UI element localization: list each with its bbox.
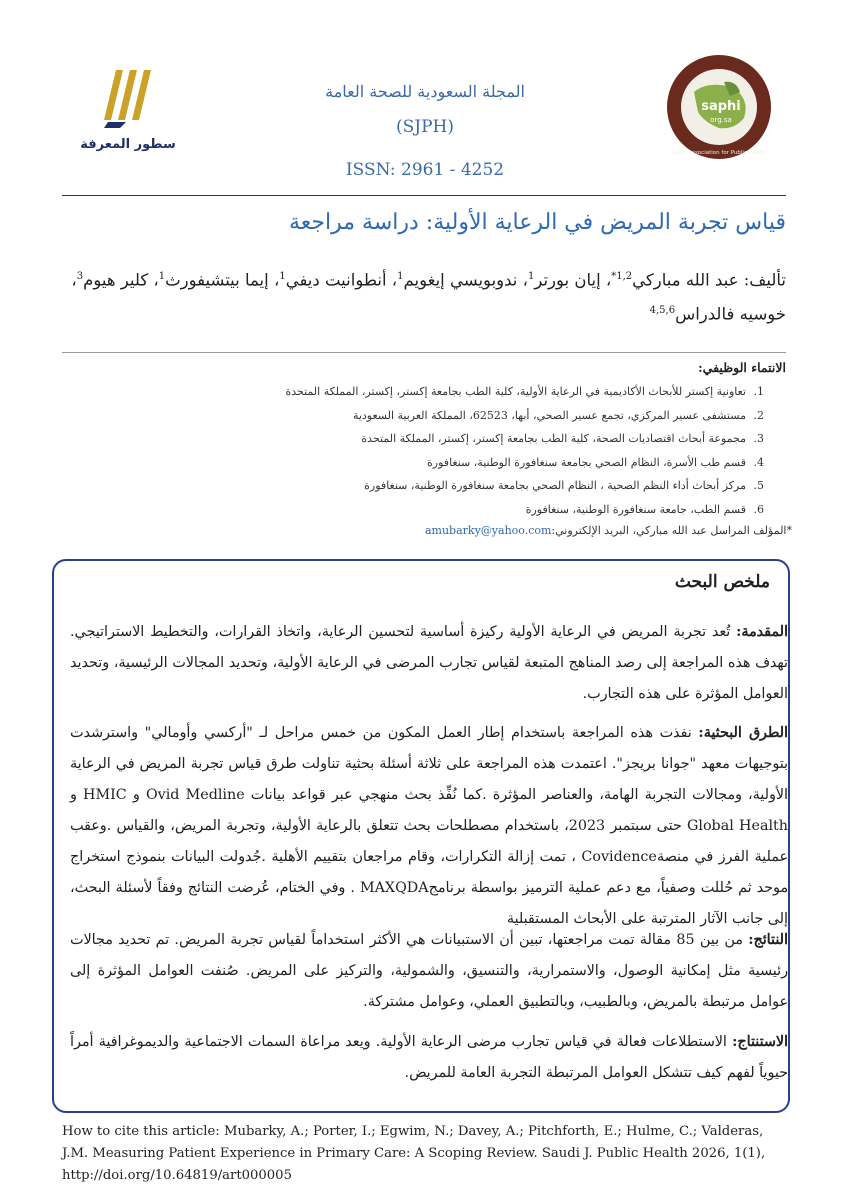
author-6: ، كلير هيوم (83, 270, 159, 290)
sutoor-logo (78, 62, 178, 157)
journal-name: المجلة السعودية للصحة العامة (325, 82, 525, 101)
affil-text: قسم الطب، جامعة سنغافورة الوطنية، سنغافورة (525, 502, 746, 516)
saphi-logo-en: Saudi Association for Public Health (671, 150, 767, 156)
affil-text: مركز أبحاث أداء النظم الصحية ، النظام الصحي بجامعة سنغافورة الوطنية، سنغافورة (364, 479, 746, 492)
abstract-results (70, 925, 788, 1018)
methods-label: الطرق البحثية: (698, 725, 788, 741)
author-1: تأليف: عبد الله مباركي (632, 270, 786, 290)
methods-text: نفذت هذه المراجعة باستخدام إطار العمل المكون من خمس مراحل لـ "أركسي وأومالي" واسترشدت بتوجيهات معهد "جوانا بريجز". اعتمدت هذه المراجعة على ثلاثة أسئلة بحثية تناولت طرق قياس تجربة المريض في الرعاية الأولية، ومجالات التجربة الهامة، والعناصر المؤثرة .كما نُفِّذ بحث منهجي عبر قواعد بيانات Ovid Medline و HMIC و Global Health حتى سبتمبر 2023، باستخدام مصطلحات بحث تتعلق بالرعاية الأولية، وتجربة المريض، والقياس .وعقب عملية الفرز في منصةCovidence ، تمت إزالة التكرارات، وقام مراجعان بتقييم الأهلية .جُدولت البيانات بنموذج استخراج موحد ثم حُللت وصفياً، مع دعم عملية الترميز بواسطة برنامجMAXQDA . وفي الختام، عُرضت النتائج وفقاً لأسئلة البحث، إلى جانب الآثار المترتبة على الأبحاث المستقبلية (70, 725, 789, 927)
affil-text: قسم طب الأسرة، النظام الصحي بجامعة سنغافورة الوطنية، سنغافورة (427, 455, 746, 469)
sutoor-logo-text: سطور المعرفة (80, 137, 176, 152)
author-list (62, 262, 786, 329)
list-item (62, 380, 764, 404)
intro-text: تُعد تجربة المريض في الرعاية الأولية ركيزة أساسية لتحسين الرعاية، واتخاذ القرارات، والتخطيط الاستراتيجي. تهدف هذه المراجعة إلى رصد المناهج المتبعة لقياس تجارب المرضى في الرعاية الأولية، وتحديد المجالات الرئيسية، وتحديد العوامل المؤثرة على هذه التجارب. (70, 624, 788, 702)
affil-text: مجموعة أبحاث اقتصاديات الصحة، كلية الطب بجامعة إكستر، إكستر، المملكة المتحدة (361, 432, 746, 445)
journal-issn: ISSN: 2961 - 4252 (345, 160, 505, 180)
list-item (62, 451, 764, 475)
list-item (62, 427, 764, 451)
list-item (62, 404, 764, 428)
author-5-affil: 1 (158, 271, 166, 282)
author-4-affil: 1 (279, 271, 286, 282)
affiliations-list (62, 380, 764, 521)
conclusion-text: الاستطلاعات فعالة في قياس تجارب مرضى الرعاية الأولية. ويعد مراعاة السمات الاجتماعية والديموغرافية أمراً حيوياً لفهم كيف تتشكل العوامل المرتبطة التجربة العامة للمريض. (70, 1034, 788, 1081)
affil-number: 4. (753, 455, 764, 469)
author-2-affil: 1 (527, 271, 535, 282)
abstract-introduction (70, 617, 788, 710)
author-6-affil: 3 (76, 271, 84, 282)
paper-title: قياس تجربة المريض في الرعاية الأولية: دراسة مراجعة (289, 210, 786, 235)
abstract-heading: ملخص البحث (674, 572, 770, 592)
affiliations-heading: الانتماء الوظيفي: (698, 360, 786, 375)
author-2: ، إيان بورتر (534, 270, 612, 290)
intro-label: المقدمة: (736, 624, 788, 640)
saphi-logo (664, 52, 774, 162)
results-label: النتائج: (748, 932, 788, 948)
author-4: ، أنطوانيت ديفي (285, 270, 398, 290)
citation: How to cite this article: Mubarky, A.; Porter, I.; Egwim, N.; Davey, A.; Pitchforth, E.; Hulme, C.; Valderas, J.M. Measuring Patient Experience in Primary Care: A Scoping Review. Saudi J. Public Health 2026, 1(1), http://doi.org/10.64819/art000005 (62, 1124, 766, 1183)
conclusion-label: الاستنتاج: (732, 1034, 788, 1050)
author-3: ، ندوبويسي إيغويم (403, 270, 528, 290)
corresponding-email-link[interactable]: amubarky@yahoo.com (424, 524, 552, 537)
abstract-methods (70, 718, 788, 935)
author-1-affil: 1,2* (611, 271, 633, 282)
author-5: ، إيما بيتشيفورث (165, 270, 280, 290)
author-7-affil: 4,5,6 (649, 304, 676, 316)
author-7: ، خوسيه فالدراس (71, 270, 786, 323)
affil-text: مستشفى عسير المركزي، تجمع عسير الصحي، أبها، 62523، المملكة العربية السعودية (352, 408, 746, 422)
page-header (0, 0, 848, 200)
sutoor-logo-icon (78, 62, 178, 157)
list-item (62, 474, 764, 498)
affil-number: 2. (753, 408, 764, 422)
authors-divider (62, 352, 786, 353)
corresponding-label: *المؤلف المراسل عبد الله مباركي، البريد الإلكتروني: (551, 524, 792, 537)
author-3-affil: 1 (397, 271, 404, 282)
list-item (62, 498, 764, 522)
affil-text: تعاونية إكستر للأبحاث الأكاديمية في الرعاية الأولية، كلية الطب بجامعة إكستر، إكستر، المملكة المتحدة (285, 385, 746, 398)
affil-number: 1. (753, 385, 764, 398)
saphi-logo-text: saphi (701, 99, 741, 114)
journal-abbr: (SJPH) (396, 117, 454, 137)
results-text: من بين 85 مقالة تمت مراجعتها، تبين أن الاستبيانات هي الأكثر استخداماً لقياس تجربة المريض. تم تحديد مجالات رئيسية مثل إمكانية الوصول، والاستمرارية، والتنسيق، والشمولية، والتركيز على المريض. صُنفت العوامل المؤثرة إلى عوامل مرتبطة بالمريض، وبالطبيب، وبالتطبيق العملي، وعوامل مشتركة. (70, 932, 788, 1010)
header-divider (62, 195, 786, 196)
affil-number: 5. (753, 479, 764, 492)
abstract-conclusion (70, 1027, 788, 1089)
corresponding-author (62, 524, 792, 537)
affil-number: 6. (753, 502, 764, 516)
affil-number: 3. (753, 432, 764, 445)
saphi-logo-icon (664, 52, 774, 162)
saphi-logo-domain: org.sa (710, 116, 732, 124)
